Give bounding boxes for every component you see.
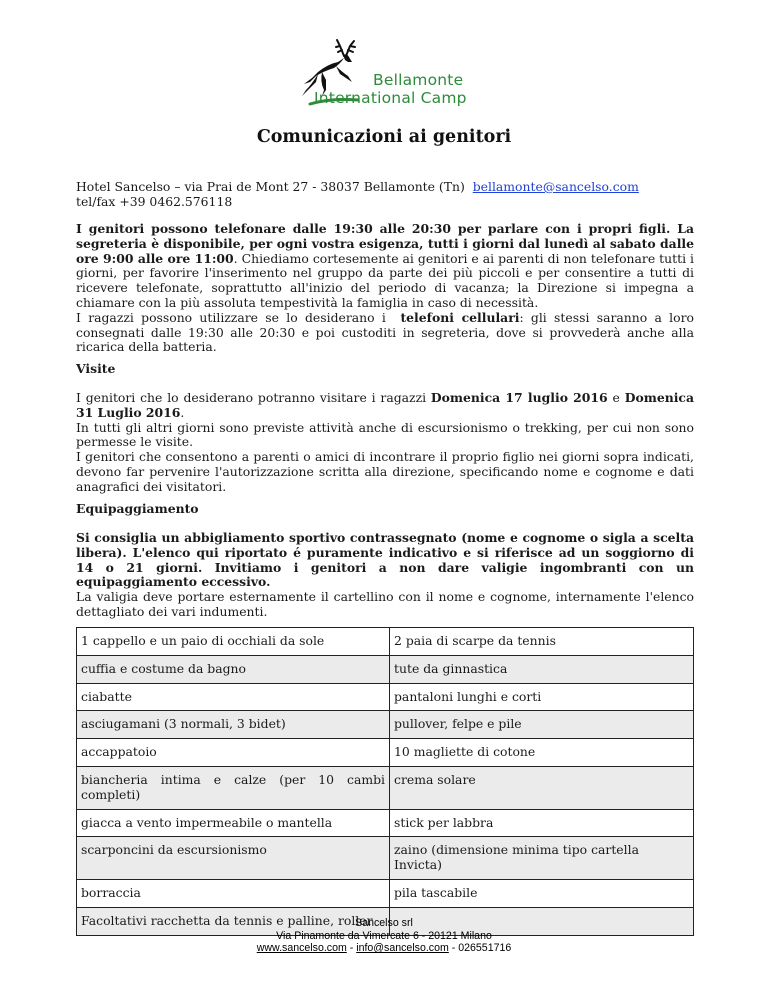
visite-paragraph xyxy=(76,391,694,495)
table-row xyxy=(77,809,694,837)
intro-text: . Chiediamo cortesemente ai genitori e ai parenti di non telefonare tutti i giorni, per favorire l'inserimento nel gruppo da parte dei più piccoli e per consentire a tutti di ricevere telefonate, soprattutto all'inizio del periodo di vacanza; la Direzione si impegna a chiamare con la più assoluta tempestività la famiglia in caso di necessità. xyxy=(76,250,694,310)
table-cell: zaino (dimensione minima tipo cartella Invicta) xyxy=(390,837,694,880)
table-cell: ciabatte xyxy=(77,683,390,711)
page-title: Comunicazioni ai genitori xyxy=(256,127,512,147)
table-cell: borraccia xyxy=(77,879,390,907)
table-cell: pila tascabile xyxy=(390,879,694,907)
table-row xyxy=(77,739,694,767)
footer xyxy=(0,917,768,955)
contact-email-link[interactable]: bellamonte@sancelso.com xyxy=(472,179,639,194)
contact-block xyxy=(76,180,694,210)
table-cell: biancheria intima e calze (per 10 cambi completi) xyxy=(77,766,390,809)
footer-website-link[interactable]: www.sancelso.com xyxy=(256,942,347,955)
footer-phone: - 026551716 xyxy=(448,942,512,955)
table-cell: scarponcini da escursionismo xyxy=(77,837,390,880)
contact-telfax: tel/fax +39 0462.576118 xyxy=(76,193,233,209)
table-cell: pantaloni lunghi e corti xyxy=(390,683,694,711)
table-row xyxy=(77,683,694,711)
visite-paragraph-2: In tutti gli altri giorni sono previste attività anche di escursionismo o trekking, per cui non sono permesse le visite. xyxy=(76,419,694,450)
table-cell: accappatoio xyxy=(77,739,390,767)
contact-address: Hotel Sancelso – via Prai de Mont 27 - 38037 Bellamonte (Tn) xyxy=(76,179,465,194)
logo-text-international-camp: International Camp xyxy=(314,89,467,107)
footer-email-link[interactable]: info@sancelso.com xyxy=(356,942,449,955)
table-row xyxy=(77,879,694,907)
equip-text: La valigia deve portare esternamente il cartellino con il nome e cognome, internamente l'elenco dettagliato dei vari indumenti. xyxy=(76,589,694,619)
table-cell: asciugamani (3 normali, 3 bidet) xyxy=(77,711,390,739)
footer-company: Sancelso srl xyxy=(355,917,413,929)
table-cell: tute da ginnastica xyxy=(390,655,694,683)
section-heading-equipaggiamento: Equipaggiamento xyxy=(76,501,199,516)
table-cell: crema solare xyxy=(390,766,694,809)
table-cell: 1 cappello e un paio di occhiali da sole xyxy=(77,628,390,656)
table-cell: stick per labbra xyxy=(390,809,694,837)
table-row xyxy=(77,628,694,656)
footer-links xyxy=(0,942,768,955)
visite-text-3: . xyxy=(180,404,185,420)
table-cell: Facoltativi racchetta da tennis e palline, roller xyxy=(77,907,390,935)
footer-separator: - xyxy=(346,942,357,955)
table-cell: 2 paia di scarpe da tennis xyxy=(390,628,694,656)
visite-text-1: I genitori che lo desiderano potranno visitare i ragazzi xyxy=(76,390,431,405)
section-heading-visite: Visite xyxy=(76,361,116,376)
visite-paragraph-3: I genitori che consentono a parenti o amici di incontrare il proprio figlio nei giorni sopra indicati, devono far pervenire l'autorizzazione scritta alla direzione, specificando nome e cognome e dati anagrafici dei visitatori. xyxy=(76,449,694,494)
table-cell: 10 magliette di cotone xyxy=(390,739,694,767)
table-row xyxy=(77,711,694,739)
intro-cell-text-b: : gli stessi saranno a loro consegnati dalle 19:30 alle 20:30 e poi custoditi in segreteria, dove si provvederà anche alla ricarica della batteria. xyxy=(76,309,694,355)
table-cell: giacca a vento impermeabile o mantella xyxy=(77,809,390,837)
equip-bold-text: Si consiglia un abbigliamento sportivo contrassegnato (nome e cognome o sigla a scelta libera). L'elenco qui riportato é puramente indicativo e si riferisce ad un soggiorno di 14 o 21 giorni. Invitiamo i genitori a non dare valigie ingombranti con un equipaggiamento eccessivo. xyxy=(76,530,694,590)
intro-bold-phones: I genitori possono telefonare dalle 19:30 alle 20:30 per parlare con i propri figli. La segreteria è disponibile, per ogni vostra esigenza, tutti i giorni dal lunedì al sabato dalle ore 9:00 alle ore 11:00 xyxy=(76,221,694,266)
table-row xyxy=(77,766,694,809)
intro-cell-text-a: I ragazzi possono utilizzare se lo desiderano i xyxy=(76,309,394,325)
intro-cell-bold: telefoni cellulari xyxy=(400,309,520,325)
table-cell: pullover, felpe e pile xyxy=(390,711,694,739)
table-row xyxy=(77,655,694,683)
logo-text-bellamonte: Bellamonte xyxy=(373,71,464,89)
visite-text-2: e xyxy=(607,390,625,405)
equipment-table xyxy=(76,627,694,936)
visite-date-2: Domenica 31 Luglio 2016 xyxy=(76,390,694,420)
equip-paragraph xyxy=(76,531,694,620)
table-cell: cuffia e costume da bagno xyxy=(77,655,390,683)
footer-address: Via Pinamonte da Vimercate 6 - 20121 Milano xyxy=(276,929,492,942)
table-row xyxy=(77,837,694,880)
camp-logo xyxy=(300,38,470,120)
intro-paragraph xyxy=(76,222,694,355)
visite-date-1: Domenica 17 luglio 2016 xyxy=(430,390,608,405)
